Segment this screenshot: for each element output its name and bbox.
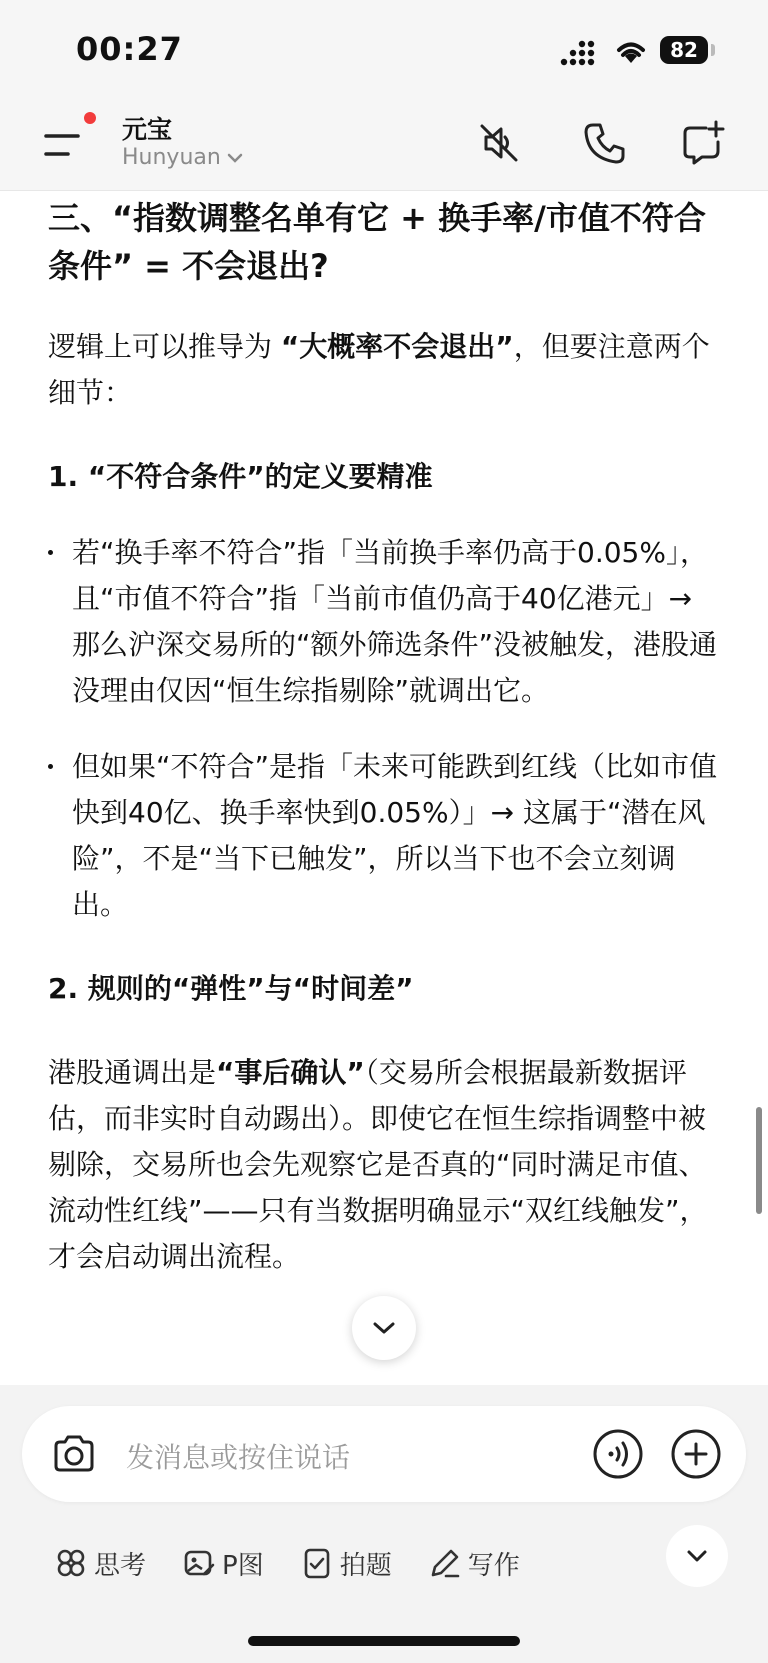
tool-label: 拍题	[339, 1550, 392, 1581]
tool-p-image[interactable]	[182, 1545, 264, 1582]
image-edit-icon	[182, 1546, 216, 1580]
home-indicator[interactable]	[248, 1636, 520, 1646]
plus-icon[interactable]	[670, 1428, 722, 1480]
para2-text-1: 港股通调出是	[48, 1056, 217, 1089]
menu-icon[interactable]	[42, 122, 96, 166]
status-time: 00:27	[76, 30, 183, 68]
chevron-down-icon	[686, 1549, 708, 1563]
chevron-down-icon	[227, 152, 243, 164]
battery-cap	[711, 44, 715, 56]
message-input-bar[interactable]	[22, 1406, 746, 1502]
collapse-tools-button[interactable]	[666, 1525, 728, 1587]
bullet-item	[48, 530, 724, 714]
composer-area	[0, 1385, 768, 1663]
message-content	[48, 190, 724, 1385]
section2-title: 2. 规则的“弹性”与“时间差”	[48, 972, 414, 1005]
new-chat-icon[interactable]	[678, 118, 728, 168]
section-heading: 三、“指数调整名单有它 + 换手率/市值不符合条件” = 不会退出?	[48, 199, 706, 285]
tool-bar	[54, 1539, 556, 1587]
notification-dot	[84, 112, 96, 124]
intro-text-1: 逻辑上可以推导为	[48, 330, 281, 363]
section1-title: 1. “不符合条件”的定义要精准	[48, 460, 433, 493]
bot-name[interactable]: 元宝	[122, 115, 173, 144]
intro-bold: “大概率不会退出”	[280, 330, 514, 363]
para2-bold: “事后确认”	[216, 1056, 365, 1089]
camera-icon[interactable]	[50, 1430, 98, 1478]
bullet-text: 若“换手率不符合”指「当前换手率仍高于0.05%」，且“市值不符合”指「当前市值仍高于40亿港元」→ 那么沪深交易所的“额外筛选条件”没被触发，港股通没理由仅因“恒生综指剔除”就调出它。	[72, 536, 718, 707]
bullet-item	[48, 744, 724, 928]
model-selector[interactable]	[122, 145, 243, 170]
battery-indicator: 82	[660, 36, 708, 64]
chevron-down-icon	[372, 1320, 396, 1336]
model-name: Hunyuan	[122, 145, 221, 170]
voice-icon[interactable]	[592, 1428, 644, 1480]
bullet-dot	[48, 550, 53, 555]
phone-icon[interactable]	[580, 118, 630, 168]
bullet-text: 但如果“不符合”是指「未来可能跌到红线（比如市值快到40亿、换手率快到0.05%）」→ 这属于“潜在风险”，不是“当下已触发”，所以当下也不会立刻调出。	[72, 750, 718, 921]
tool-label: 思考	[94, 1550, 147, 1581]
para2-text-2: （交易所会根据最新数据评估，而非实时自动踢出）。即使它在恒生综指调整中被剔除，交易所也会先观察它是否真的“同时满足市值、流动性红线”——只有当数据明确显示“双红线触发”，才会启动调出流程。	[48, 1056, 708, 1273]
section2-paragraph	[48, 1050, 724, 1280]
bullet-dot	[48, 764, 53, 769]
tool-photo-question[interactable]	[300, 1545, 392, 1582]
tool-label: 写作	[467, 1550, 520, 1581]
wifi-icon	[614, 36, 648, 66]
status-bar	[0, 0, 768, 100]
tool-think[interactable]	[54, 1545, 146, 1582]
photo-question-icon	[300, 1546, 334, 1580]
speaker-mute-icon[interactable]	[474, 118, 524, 168]
intro-paragraph	[48, 324, 724, 416]
message-input[interactable]: 发消息或按住说话	[126, 1441, 351, 1474]
scroll-to-bottom-button[interactable]	[352, 1296, 416, 1360]
intro-text-2: ，但要注意两个细节：	[48, 330, 710, 409]
scrollbar[interactable]	[756, 1107, 762, 1214]
think-icon	[54, 1546, 88, 1580]
tool-label: P图	[222, 1550, 264, 1581]
chat-header	[0, 100, 768, 191]
tool-writing[interactable]	[428, 1545, 520, 1582]
pen-icon	[428, 1546, 462, 1580]
cellular-signal-icon	[560, 40, 600, 66]
